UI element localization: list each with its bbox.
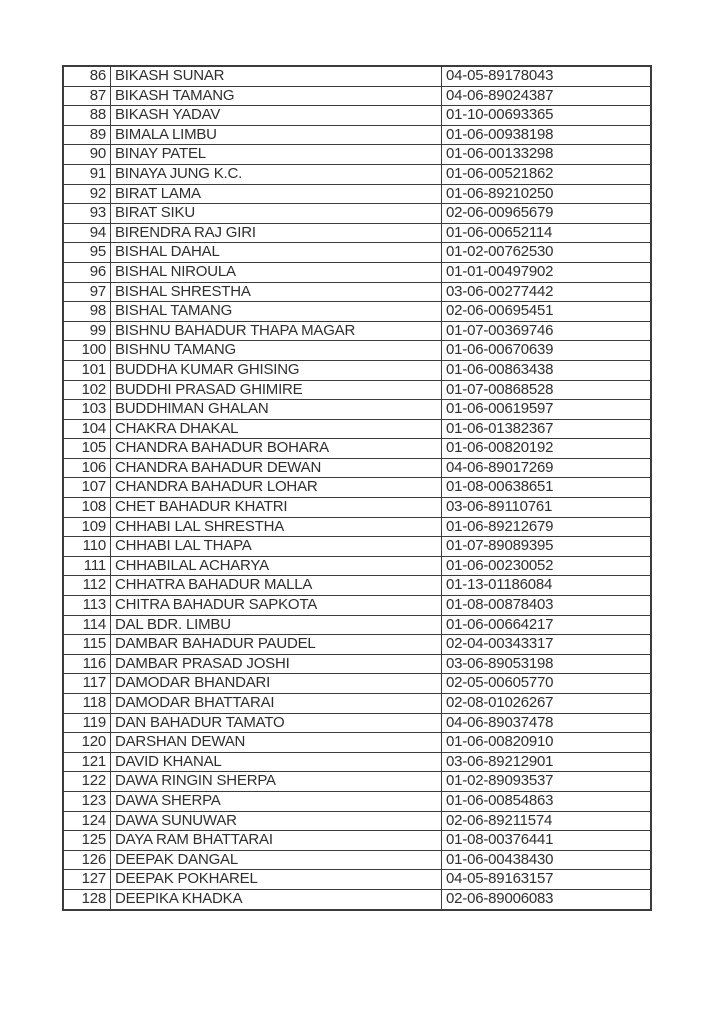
serial-number-cell: 104 — [63, 419, 111, 439]
name-cell: CHHABI LAL THAPA — [111, 537, 442, 557]
serial-number-cell: 117 — [63, 674, 111, 694]
id-number-cell: 01-02-00762530 — [442, 243, 652, 263]
id-number-cell: 01-06-00652114 — [442, 223, 652, 243]
serial-number-cell: 91 — [63, 164, 111, 184]
name-cell: BISHAL NIROULA — [111, 262, 442, 282]
id-number-cell: 01-02-89093537 — [442, 772, 652, 792]
id-number-cell: 02-06-00695451 — [442, 302, 652, 322]
serial-number-cell: 114 — [63, 615, 111, 635]
table-row — [63, 282, 651, 302]
serial-number-cell: 93 — [63, 204, 111, 224]
serial-number-cell: 102 — [63, 380, 111, 400]
id-number-cell: 03-06-00277442 — [442, 282, 652, 302]
table-row — [63, 635, 651, 655]
serial-number-cell: 125 — [63, 831, 111, 851]
table-row — [63, 791, 651, 811]
id-number-cell: 01-06-00670639 — [442, 341, 652, 361]
table-row — [63, 458, 651, 478]
table-row — [63, 478, 651, 498]
name-cell: DAMODAR BHATTARAI — [111, 694, 442, 714]
name-cell: BIKASH YADAV — [111, 106, 442, 126]
serial-number-cell: 97 — [63, 282, 111, 302]
id-number-cell: 03-06-89212901 — [442, 752, 652, 772]
serial-number-cell: 99 — [63, 321, 111, 341]
id-number-cell: 01-08-00638651 — [442, 478, 652, 498]
serial-number-cell: 96 — [63, 262, 111, 282]
name-cell: DAWA SUNUWAR — [111, 811, 442, 831]
id-number-cell: 04-06-89017269 — [442, 458, 652, 478]
serial-number-cell: 95 — [63, 243, 111, 263]
name-cell: CHHATRA BAHADUR MALLA — [111, 576, 442, 596]
name-cell: BIRAT LAMA — [111, 184, 442, 204]
table-row — [63, 811, 651, 831]
table-row — [63, 733, 651, 753]
id-number-cell: 01-07-89089395 — [442, 537, 652, 557]
id-number-cell: 02-06-89006083 — [442, 889, 652, 909]
serial-number-cell: 107 — [63, 478, 111, 498]
table-row — [63, 713, 651, 733]
serial-number-cell: 105 — [63, 439, 111, 459]
table-row — [63, 341, 651, 361]
serial-number-cell: 124 — [63, 811, 111, 831]
serial-number-cell: 109 — [63, 517, 111, 537]
table-row — [63, 870, 651, 890]
id-number-cell: 01-07-00868528 — [442, 380, 652, 400]
id-number-cell: 01-06-89212679 — [442, 517, 652, 537]
table-row — [63, 654, 651, 674]
table-row — [63, 164, 651, 184]
table-row — [63, 615, 651, 635]
name-cell: BIKASH TAMANG — [111, 86, 442, 106]
id-number-cell: 01-06-00230052 — [442, 556, 652, 576]
serial-number-cell: 128 — [63, 889, 111, 909]
name-cell: CHITRA BAHADUR SAPKOTA — [111, 596, 442, 616]
name-cell: CHHABILAL ACHARYA — [111, 556, 442, 576]
serial-number-cell: 116 — [63, 654, 111, 674]
serial-number-cell: 120 — [63, 733, 111, 753]
serial-number-cell: 126 — [63, 850, 111, 870]
id-number-cell: 01-07-00369746 — [442, 321, 652, 341]
serial-number-cell: 118 — [63, 694, 111, 714]
id-number-cell: 02-05-00605770 — [442, 674, 652, 694]
name-cell: DAMODAR BHANDARI — [111, 674, 442, 694]
name-cell: CHHABI LAL SHRESTHA — [111, 517, 442, 537]
id-number-cell: 01-06-89210250 — [442, 184, 652, 204]
serial-number-cell: 108 — [63, 498, 111, 518]
name-cell: DAN BAHADUR TAMATO — [111, 713, 442, 733]
name-cell: BUDDHIMAN GHALAN — [111, 400, 442, 420]
name-cell: BUDDHA KUMAR GHISING — [111, 360, 442, 380]
table-row — [63, 498, 651, 518]
table-row — [63, 380, 651, 400]
table-row — [63, 517, 651, 537]
table-row — [63, 537, 651, 557]
table-row — [63, 772, 651, 792]
id-number-cell: 04-05-89178043 — [442, 66, 652, 86]
name-cell: DEEPAK DANGAL — [111, 850, 442, 870]
name-cell: CHANDRA BAHADUR BOHARA — [111, 439, 442, 459]
name-cell: DEEPAK POKHAREL — [111, 870, 442, 890]
table-row — [63, 360, 651, 380]
serial-number-cell: 122 — [63, 772, 111, 792]
name-cell: DAMBAR BAHADUR PAUDEL — [111, 635, 442, 655]
table-row — [63, 125, 651, 145]
id-number-cell: 01-08-00878403 — [442, 596, 652, 616]
id-number-cell: 01-06-00619597 — [442, 400, 652, 420]
table-row — [63, 86, 651, 106]
table-row — [63, 850, 651, 870]
table-row — [63, 889, 651, 909]
name-cell: BIRAT SIKU — [111, 204, 442, 224]
table-row — [63, 106, 651, 126]
serial-number-cell: 98 — [63, 302, 111, 322]
serial-number-cell: 112 — [63, 576, 111, 596]
name-cell: DAYA RAM BHATTARAI — [111, 831, 442, 851]
table-row — [63, 66, 651, 86]
name-cell: DEEPIKA KHADKA — [111, 889, 442, 909]
name-cell: BISHAL TAMANG — [111, 302, 442, 322]
table-row — [63, 831, 651, 851]
name-cell: DAWA RINGIN SHERPA — [111, 772, 442, 792]
id-number-cell: 01-08-00376441 — [442, 831, 652, 851]
table-row — [63, 223, 651, 243]
name-cell: BIKASH SUNAR — [111, 66, 442, 86]
name-cell: BISHAL SHRESTHA — [111, 282, 442, 302]
table-row — [63, 556, 651, 576]
table-row — [63, 262, 651, 282]
id-number-cell: 02-06-89211574 — [442, 811, 652, 831]
table-row — [63, 243, 651, 263]
name-cell: BIMALA LIMBU — [111, 125, 442, 145]
id-number-cell: 04-05-89163157 — [442, 870, 652, 890]
serial-number-cell: 101 — [63, 360, 111, 380]
table-row — [63, 145, 651, 165]
table-row — [63, 204, 651, 224]
table-row — [63, 439, 651, 459]
name-cell: BINAYA JUNG K.C. — [111, 164, 442, 184]
roster-table — [62, 65, 652, 911]
id-number-cell: 01-06-01382367 — [442, 419, 652, 439]
name-cell: BISHNU BAHADUR THAPA MAGAR — [111, 321, 442, 341]
serial-number-cell: 88 — [63, 106, 111, 126]
name-cell: CHET BAHADUR KHATRI — [111, 498, 442, 518]
serial-number-cell: 127 — [63, 870, 111, 890]
table-row — [63, 596, 651, 616]
id-number-cell: 01-06-00820910 — [442, 733, 652, 753]
serial-number-cell: 89 — [63, 125, 111, 145]
name-cell: BIRENDRA RAJ GIRI — [111, 223, 442, 243]
id-number-cell: 01-13-01186084 — [442, 576, 652, 596]
table-row — [63, 302, 651, 322]
serial-number-cell: 86 — [63, 66, 111, 86]
name-cell: BISHAL DAHAL — [111, 243, 442, 263]
id-number-cell: 01-06-00133298 — [442, 145, 652, 165]
table-row — [63, 184, 651, 204]
id-number-cell: 01-06-00521862 — [442, 164, 652, 184]
serial-number-cell: 111 — [63, 556, 111, 576]
name-cell: BISHNU TAMANG — [111, 341, 442, 361]
id-number-cell: 01-06-00438430 — [442, 850, 652, 870]
id-number-cell: 02-08-01026267 — [442, 694, 652, 714]
serial-number-cell: 115 — [63, 635, 111, 655]
id-number-cell: 03-06-89053198 — [442, 654, 652, 674]
id-number-cell: 02-04-00343317 — [442, 635, 652, 655]
serial-number-cell: 106 — [63, 458, 111, 478]
serial-number-cell: 110 — [63, 537, 111, 557]
serial-number-cell: 94 — [63, 223, 111, 243]
serial-number-cell: 113 — [63, 596, 111, 616]
serial-number-cell: 100 — [63, 341, 111, 361]
id-number-cell: 03-06-89110761 — [442, 498, 652, 518]
id-number-cell: 01-06-00863438 — [442, 360, 652, 380]
id-number-cell: 04-06-89024387 — [442, 86, 652, 106]
id-number-cell: 01-06-00664217 — [442, 615, 652, 635]
table-row — [63, 400, 651, 420]
serial-number-cell: 119 — [63, 713, 111, 733]
id-number-cell: 02-06-00965679 — [442, 204, 652, 224]
name-cell: DARSHAN DEWAN — [111, 733, 442, 753]
name-cell: BUDDHI PRASAD GHIMIRE — [111, 380, 442, 400]
id-number-cell: 01-06-00854863 — [442, 791, 652, 811]
id-number-cell: 01-06-00820192 — [442, 439, 652, 459]
name-cell: DAMBAR PRASAD JOSHI — [111, 654, 442, 674]
table-row — [63, 674, 651, 694]
table-row — [63, 419, 651, 439]
table-row — [63, 752, 651, 772]
name-cell: CHANDRA BAHADUR DEWAN — [111, 458, 442, 478]
name-cell: DAVID KHANAL — [111, 752, 442, 772]
id-number-cell: 01-06-00938198 — [442, 125, 652, 145]
serial-number-cell: 103 — [63, 400, 111, 420]
id-number-cell: 04-06-89037478 — [442, 713, 652, 733]
id-number-cell: 01-10-00693365 — [442, 106, 652, 126]
table-row — [63, 694, 651, 714]
serial-number-cell: 123 — [63, 791, 111, 811]
id-number-cell: 01-01-00497902 — [442, 262, 652, 282]
name-cell: CHANDRA BAHADUR LOHAR — [111, 478, 442, 498]
name-cell: DAWA SHERPA — [111, 791, 442, 811]
table-row — [63, 576, 651, 596]
serial-number-cell: 92 — [63, 184, 111, 204]
table-row — [63, 321, 651, 341]
roster-table-body — [63, 66, 651, 910]
serial-number-cell: 87 — [63, 86, 111, 106]
name-cell: CHAKRA DHAKAL — [111, 419, 442, 439]
name-cell: BINAY PATEL — [111, 145, 442, 165]
serial-number-cell: 121 — [63, 752, 111, 772]
serial-number-cell: 90 — [63, 145, 111, 165]
name-cell: DAL BDR. LIMBU — [111, 615, 442, 635]
